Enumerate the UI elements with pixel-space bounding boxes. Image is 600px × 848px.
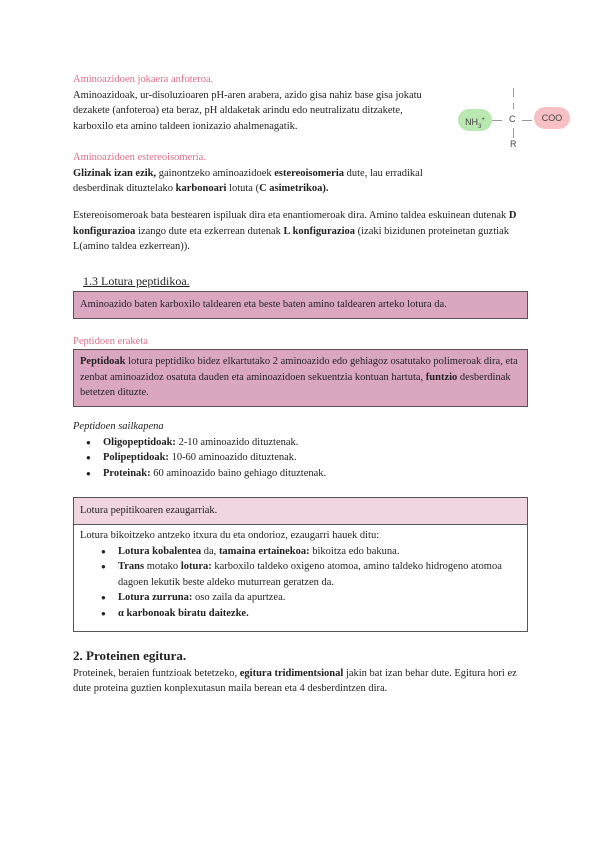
acid-base-body: Aminoazidoak, ur-disoluzioaren pH-aren arabera, azido gisa nahiz base gisa jokatu dezakete (anfoteroa) eta beraz, pH aldaketak arindu edo neutralizatu ditzakete, karboxilo eta amino taldeen ionizazio ahalmenagatik.	[73, 89, 422, 132]
feature-bold: Trans	[118, 561, 145, 573]
stereo-paragraph-2	[73, 208, 528, 255]
amino-group-label: NH	[465, 117, 479, 127]
peptides-bold: Peptidoak	[80, 356, 126, 367]
alpha-carbon: C	[509, 114, 516, 124]
peptide-formation-heading: Peptidoen eraketa	[73, 336, 148, 347]
stereo-heading: Aminoazidoen estereoisomeria.	[73, 152, 206, 163]
d-config: D konfigurazioa	[73, 210, 517, 237]
peptide-classification	[73, 419, 528, 481]
bond-right	[522, 120, 532, 121]
class-name: Proteinak:	[103, 467, 151, 479]
carboxyl-group-pill	[534, 107, 570, 129]
amino-group-sup: +	[481, 117, 485, 123]
bond-left	[492, 120, 502, 121]
structure-text-2: jakin bat izan behar dute. Egitura hori ez dute proteina guztien konplexutasun maila berean eta 4 desberdintzen dira.	[73, 667, 517, 695]
formation-text-1: lotura peptidiko bidez elkartutako 2 aminoazido edo gehiagoz osatutako polimeroak dira, eta zenbat aminoazidoz osatuta dauden eta aminoazidoen sekuentzia kontuan hartuta,	[80, 356, 518, 383]
feature-bold: tamaina ertainekoa:	[218, 545, 310, 557]
list-item	[73, 450, 528, 466]
structure-text-1: Proteinek, beraien funtzioak betetzeko,	[73, 667, 240, 679]
features-list	[88, 544, 521, 622]
amino-group-sub: 3	[478, 123, 482, 130]
feature-text: bikoitza edo bakuna.	[309, 545, 400, 557]
stereo-text-2: dute, lau erradikal desberdinak dituztelako	[73, 167, 423, 195]
list-item	[73, 435, 528, 451]
peptide-formation-box	[73, 349, 528, 407]
feature-text: motako	[144, 561, 181, 573]
feature-text: karboxilo taldeko oxigeno atomoa, amino taldeko hidrogeno atomoa dagoen lekutik beste aldeko muturrean geratzen da.	[118, 561, 502, 588]
class-desc: 2-10 aminoazido dituztenak.	[175, 436, 299, 448]
feature-bold: Lotura kobalentea	[118, 545, 202, 557]
features-header: Lotura pepitikoaren ezaugarriak.	[80, 505, 218, 516]
stereo-bold-term: estereoisomeria	[274, 167, 345, 179]
peptide-definition-text: Aminoazido baten karboxilo taldearen eta beste baten amino taldearen arteko lotura da.	[80, 299, 447, 310]
features-body-box	[73, 524, 528, 632]
stereo-p2-text-1: Estereoisomeroak bata bestearen ispiluak dira eta enantiomeroak dira. Amino taldea eskuinean dutenak	[73, 210, 509, 221]
feature-text: oso zaila da apurtzea.	[192, 592, 286, 604]
protein-structure-body	[73, 666, 528, 697]
list-item	[88, 590, 521, 606]
carboxyl-group-label: COO	[541, 113, 563, 123]
peptide-formation-text	[80, 354, 521, 401]
peptide-bond-title: 1.3 Lotura peptidikoa.	[83, 274, 190, 288]
amino-group-pill	[458, 109, 492, 131]
features-header-box	[73, 497, 528, 525]
bond-bottom	[513, 128, 514, 138]
stereo-p2-text-2: izango dute eta ezkerrean dutenak	[135, 225, 284, 237]
stereo-section	[73, 150, 433, 197]
tridimensional-bold: egitura tridimentsional	[239, 667, 344, 679]
classification-heading: Peptidoen sailkapena	[73, 421, 164, 432]
list-item	[88, 606, 521, 622]
stereo-bold-asym: C asimetrikoa).	[259, 183, 329, 195]
acid-base-section	[73, 72, 433, 134]
class-desc: 10-60 aminoazido dituztenak.	[168, 452, 297, 464]
l-config: L konfigurazioa	[283, 225, 355, 237]
stereo-text-3: lotuta (	[226, 183, 260, 195]
acid-base-heading: Aminoazidoen jokaera anfoteroa.	[73, 74, 214, 85]
stereo-bold-glycine: Glizinak izan ezik,	[73, 167, 157, 179]
bond-top-tick	[513, 103, 514, 109]
protein-structure-title: 2. Proteinen egitura.	[73, 648, 187, 663]
r-group: R	[510, 139, 517, 149]
amino-acid-diagram	[455, 86, 575, 152]
stereo-paragraph-1	[73, 166, 433, 197]
classification-list	[73, 435, 528, 482]
features-intro: Lotura bikoitzeko antzeko itxura du eta ondorioz, ezaugarri hauek ditu:	[80, 530, 380, 541]
protein-structure-section	[73, 648, 528, 697]
list-item	[73, 466, 528, 482]
bond-top	[513, 88, 514, 97]
stereo-p2-text-3: (izaki bizidunen proteinetan guztiak L(amino taldea ezkerrean)).	[73, 225, 509, 253]
list-item	[88, 559, 521, 590]
function-bold: funtzio	[425, 371, 458, 383]
list-item	[88, 544, 521, 560]
class-name: Polipeptidoak:	[103, 452, 169, 464]
feature-bold: lotura:	[180, 561, 212, 573]
class-desc: 60 aminoazido baino gehiago dituztenak.	[150, 467, 327, 479]
class-name: Oligopeptidoak:	[103, 436, 176, 448]
feature-text: da,	[201, 545, 219, 557]
stereo-bold-carbon: karbonoari	[175, 183, 227, 195]
formation-text-2: desberdinak betetzen dituzte.	[80, 371, 511, 399]
feature-bold: Lotura zurruna:	[118, 592, 193, 604]
stereo-text-1: gainontzeko aminoazidoek	[156, 167, 275, 179]
peptide-definition-box	[73, 291, 528, 319]
feature-bold: α karbonoak biratu daitezke.	[118, 607, 249, 619]
